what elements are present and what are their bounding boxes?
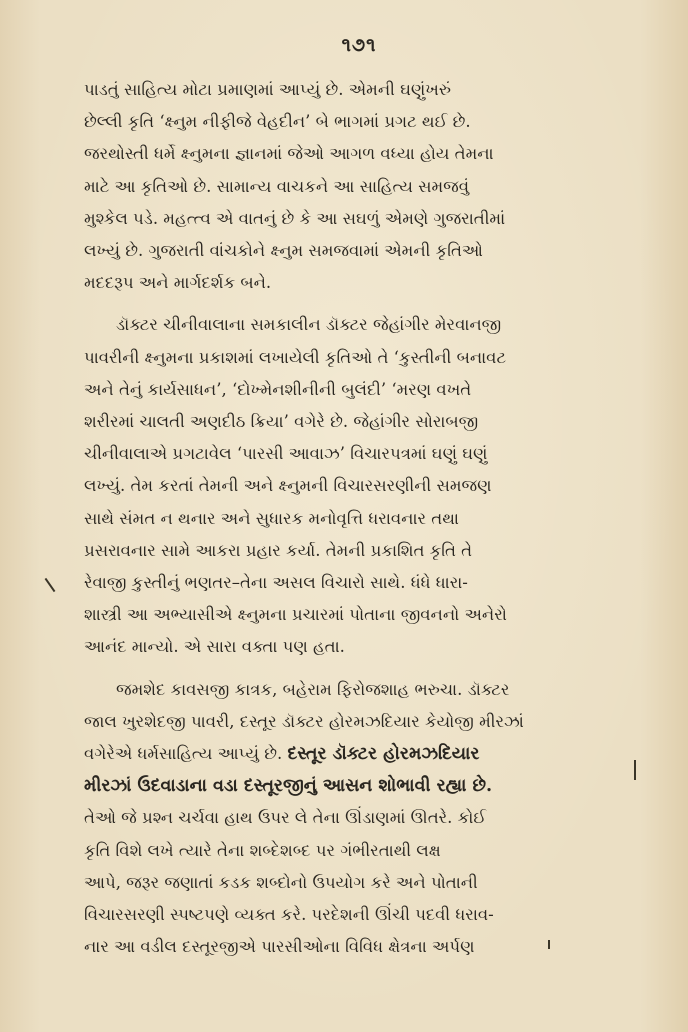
- text-line: મુશ્કેલ પડે. મહત્ત્વ એ વાતનું છે કે આ સઘળું એમણે ગુજરાતીમાં: [84, 208, 506, 228]
- page-number: ૧૭૧: [341, 34, 377, 56]
- text-line: નાર આ વડીલ દસ્તૂરજીએ પારસીઓના વિવિધ ક્ષેત્રના અર્પણ: [84, 937, 475, 957]
- text-line-with-emphasis: [84, 738, 634, 770]
- paragraph-2: [84, 309, 634, 663]
- text-line: વિચારસરણી સ્પષ્ટપણે વ્યક્ત કરે. પરદેશની ઊંચી પદવી ધરાવ-: [84, 905, 494, 925]
- margin-mark: [548, 940, 550, 949]
- text-line: મદદરૂપ અને માર્ગદર્શક બને.: [84, 273, 272, 293]
- text-line: જરથોસ્તી ધર્મે ક્ષ્નુમના જ્ઞાનમાં જેઓ આગળ વધ્યા હોય તેમના: [84, 144, 494, 164]
- text-line: આપે, જરૂર જણાતાં કડક શબ્દોનો ઉપયોગ કરે અને પોતાની: [84, 872, 478, 892]
- text-line: કૃતિ વિશે લખે ત્યારે તેના શબ્દેશબ્દ પર ગંભીરતાથી લક્ષ: [84, 840, 441, 860]
- text-line: રેવાજી કુસ્તીનું ભણતર–તેના અસલ વિચારો સાથે. ધંધે ધારા-: [84, 573, 468, 593]
- paragraph-3: [84, 674, 634, 964]
- text-line: સાથે સંમત ન થનાર અને સુધારક મનોવૃત્તિ ધરાવનાર તથા: [84, 508, 459, 528]
- text-line: પાડતું સાહિત્ય મોટા પ્રમાણમાં આપ્યું છે. એમની ઘણુંખરું: [84, 80, 451, 99]
- margin-mark: [634, 760, 636, 780]
- text-line: પ્રસરાવનાર સામે આકરા પ્રહાર કર્યા. તેમની પ્રકાશિત કૃતિ તે: [84, 540, 473, 560]
- text-line: જાલ ખુરશેદજી પાવરી, દસ્તૂર ડૉક્ટર હોરમઝદિયાર કેયોજી મીરઝાં: [84, 711, 524, 731]
- text-line: શરીરમાં ચાલતી અણદીઠ ક્રિયા’ વગેરે છે. જેહાંગીર સોરાબજી: [84, 412, 479, 432]
- text-line: પાવરીની ક્ષ્નુમના પ્રકાશમાં લખાયેલી કૃતિઓ તે ‘કુસ્તીની બનાવટ: [84, 347, 507, 367]
- text-line: માટે આ કૃતિઓ છે. સામાન્ય વાચકને આ સાહિત્ય સમજવું: [84, 176, 470, 196]
- text-line: લખ્યું. તેમ કરતાં તેમની અને ક્ષ્નુમની વિચારસરણીની સમજણ: [84, 476, 492, 496]
- margin-mark: [45, 578, 56, 592]
- text-line: શાસ્ત્રી આ અભ્યાસીએ ક્ષ્નુમના પ્રચારમાં પોતાના જીવનનો અનેરો: [84, 605, 507, 625]
- text-line: જમશેદ કાવસજી કાત્રક, બહેરામ ફિરોજશાહ ભરુચા. ડૉક્ટર: [116, 679, 510, 699]
- text-segment: વગેરેએ ધર્મસાહિત્ય આપ્યું છે.: [84, 744, 288, 764]
- text-line: [84, 770, 634, 802]
- text-line: ડૉક્ટર ચીનીવાલાના સમકાલીન ડૉક્ટર જેહાંગીર મેરવાનજી: [116, 315, 502, 335]
- text-line: આનંદ માન્યો. એ સારા વક્તા પણ હતા.: [84, 637, 345, 657]
- text-line: ચીનીવાલાએ પ્રગટાવેલ ‘પારસી આવાઝ’ વિચારપત્રમાં ઘણું ઘણું: [84, 444, 488, 464]
- bold-name: દસ્તૂર ડૉક્ટર હોરમઝદિયાર: [287, 744, 480, 765]
- paragraph-1: [84, 74, 634, 299]
- text-line: છેલ્લી કૃતિ ‘ક્ષ્નુમ નીફીજે વેહદીન’ બે ભાગમાં પ્રગટ થઈ છે.: [84, 112, 471, 132]
- text-segment: મીરઝાં ઉદવાડાના વડા દસ્તૂરજીનું આસન શોભાવી રહ્યા છે.: [84, 776, 493, 797]
- text-line: લખ્યું છે. ગુજરાતી વાંચકોને ક્ષ્નુમ સમજવામાં એમની કૃતિઓ: [84, 241, 483, 261]
- text-line: અને તેનું કાર્યસાધન’, ‘દોખ્મેનશીનીની બુલંદી’ ‘મરણ વખતે: [84, 379, 472, 399]
- text-line: તેઓ જે પ્રશ્ન ચર્ચવા હાથ ઉપર લે તેના ઊંડાણમાં ઊતરે. કોઈ: [84, 808, 487, 828]
